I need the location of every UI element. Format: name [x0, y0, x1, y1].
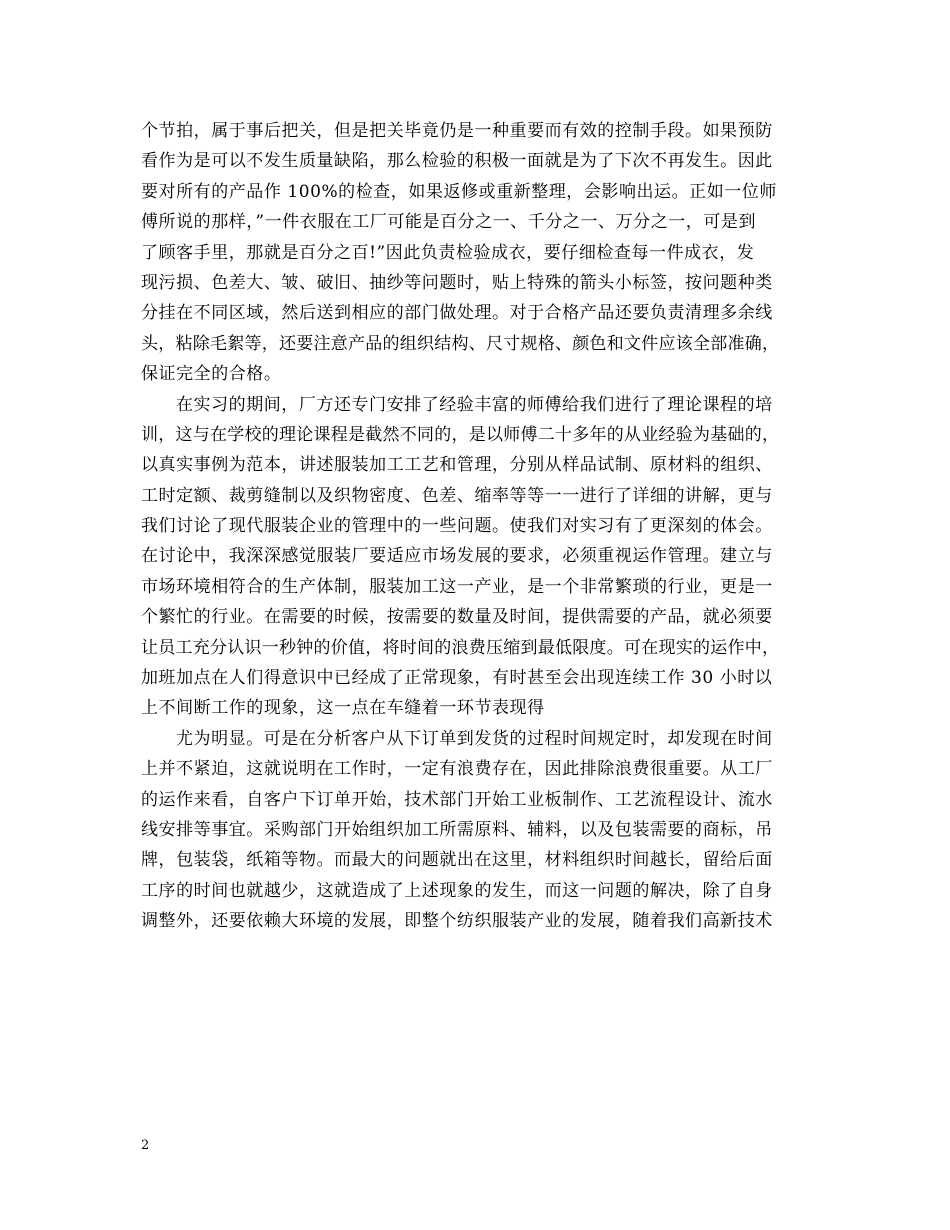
- text-line: 牌，包装袋，纸箱等物。而最大的问题就出在这里，材料组织时间越长，留给后面: [141, 850, 773, 871]
- text-line: 要对所有的产品作 100%的检查，如果返修或重新整理，会影响出运。正如一位师: [141, 181, 777, 202]
- text-line: 个节拍，属于事后把关，但是把关毕竟仍是一种重要而有效的控制手段。如果预防: [141, 121, 773, 141]
- text-line: 工序的时间也就越少，这就造成了上述现象的发生，而这一问题的解决，除了自身: [141, 880, 773, 901]
- text-line: 在讨论中，我深深感觉服装厂要适应市场发展的要求，必须重视运作管理。建立与: [141, 546, 773, 567]
- text-line: 的运作来看，自客户下订单开始，技术部门开始工业板制作、工艺流程设计、流水: [141, 789, 773, 810]
- paragraph-1: [141, 116, 811, 390]
- text-line: 让员工充分认识一秒钟的价值，将时间的浪费压缩到最低限度。可在现实的运作中，: [141, 637, 780, 658]
- paragraph-3: [141, 724, 811, 937]
- text-line: 我们讨论了现代服装企业的管理中的一些问题。使我们对实习有了更深刻的体会。: [141, 516, 773, 537]
- paragraph-2: [141, 390, 811, 724]
- text-line: 保证完全的合格。: [141, 364, 282, 385]
- text-line: 看作为是可以不发生质量缺陷，那么检验的积极一面就是为了下次不再发生。因此: [141, 151, 773, 172]
- text-line: 头，粘除毛絮等，还要注意产品的组织结构、尺寸规格、颜色和文件应该全部准确，: [141, 333, 780, 354]
- text-line: 训，这与在学校的理论课程是截然不同的，是以师傅二十多年的从业经验为基础的，: [141, 424, 780, 445]
- text-line: 分挂在不同区域，然后送到相应的部门做处理。对于合格产品还要负责清理多余线: [141, 303, 773, 324]
- text-line: 了顾客手里，那就是百分之百!”因此负责检验成衣，要仔细检查每一件成衣，发: [141, 242, 755, 263]
- text-line: 调整外，还要依赖大环境的发展，即整个纺织服装产业的发展，随着我们高新技术: [141, 911, 773, 932]
- body-text: [141, 116, 811, 937]
- text-line: 市场环境相符合的生产体制，服装加工这一产业，是一个非常繁琐的行业，更是一: [141, 576, 773, 597]
- text-line: 上不间断工作的现象，这一点在车缝着一环节表现得: [141, 698, 545, 719]
- text-line: 以真实事例为范本，讲述服装加工工艺和管理，分别从样品试制、原材料的组织、: [141, 455, 773, 476]
- text-line: 工时定额、裁剪缝制以及织物密度、色差、缩率等等一一进行了详细的讲解，更与: [141, 485, 773, 506]
- text-line: 加班加点在人们得意识中已经成了正常现象，有时甚至会出现连续工作 30 小时以: [141, 668, 773, 689]
- text-line-indented: 在实习的期间，厂方还专门安排了经验丰富的师傅给我们进行了理论课程的培: [176, 394, 773, 415]
- page-number: 2: [141, 1138, 150, 1153]
- text-line: 个繁忙的行业。在需要的时候，按需要的数量及时间，提供需要的产品，就必须要: [141, 607, 773, 628]
- text-line: 现污损、色差大、皱、破旧、抽纱等问题时，贴上特殊的箭头小标签，按问题种类: [141, 272, 773, 293]
- text-line: 上并不紧迫，这就说明在工作时，一定有浪费存在，因此排除浪费很重要。从工厂: [141, 759, 773, 780]
- text-line-indented: 尤为明显。可是在分析客户从下订单到发货的过程时间规定时，却发现在时间: [176, 728, 773, 749]
- text-line: 傅所说的那样，”一件衣服在工厂可能是百分之一、千分之一、万分之一，可是到: [141, 212, 756, 233]
- text-line: 线安排等事宜。采购部门开始组织加工所需原料、辅料，以及包装需要的商标，吊: [141, 819, 773, 840]
